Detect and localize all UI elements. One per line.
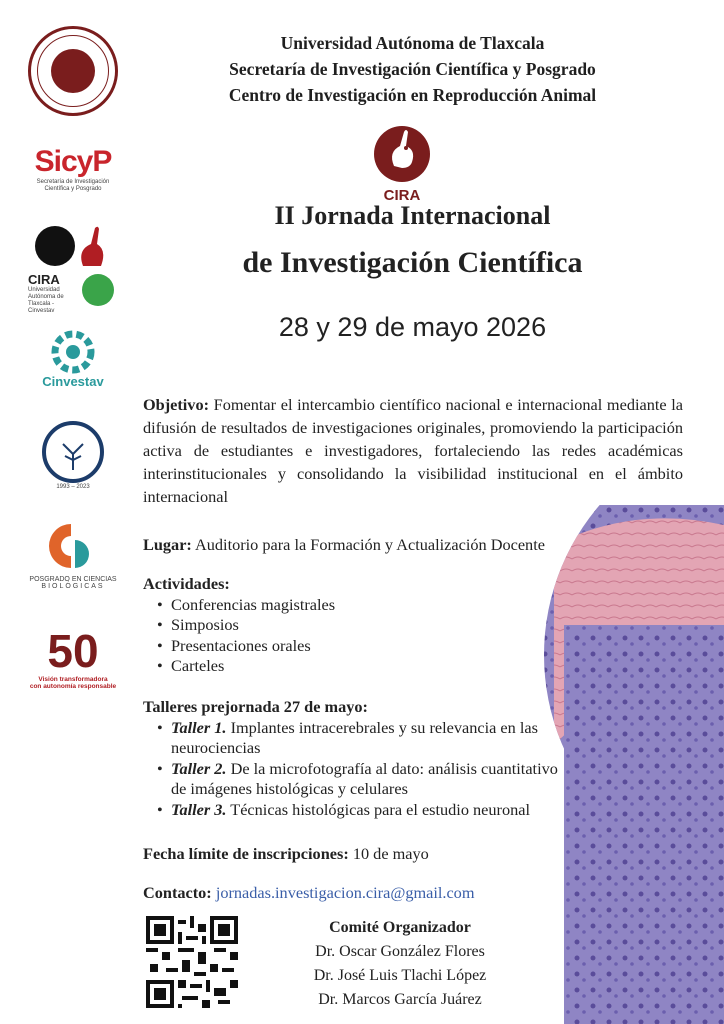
workshop-item (143, 718, 563, 759)
header-line-1: Universidad Autónoma de Tlaxcala (280, 33, 545, 53)
workshops-section (143, 697, 563, 820)
cinvestav-logo (18, 330, 128, 389)
sicyp-caption: Secretaría de Investigación Científica y Posgrado (36, 179, 110, 192)
event-title-line-1: II Jornada Internacional (274, 201, 551, 230)
workshop-name: Taller 1. (171, 717, 227, 737)
event-title-line-2: de Investigación Científica (242, 246, 583, 279)
tree-caption: 1993 – 2023 (56, 484, 90, 490)
activity-item: • Conferencias magistrales (143, 595, 543, 616)
green-animal-icon (78, 272, 118, 308)
venue (143, 533, 583, 556)
objective-label: Objetivo: (143, 395, 210, 414)
cira-side-logo (18, 222, 128, 315)
pcb-line-2: BIOLÓGICAS (41, 583, 105, 590)
event-date: 28 y 29 de mayo 2026 (278, 312, 547, 342)
tree-icon (41, 420, 105, 484)
tree-anniversary-logo (18, 420, 128, 491)
cira-center-logo (370, 120, 434, 204)
committee-title: Comité Organizador (329, 919, 471, 936)
header-line-3: Centro de Investigación en Reproducción Animal (228, 85, 597, 105)
workshop-item (143, 759, 563, 800)
committee-member: Dr. Oscar González Flores (315, 943, 485, 960)
fifty-line-1: Visión transformadora (38, 676, 108, 683)
workshop-text: De la microfotografía al dato: análisis cuantitativo de imágenes histológicas y celulares (171, 758, 558, 798)
cinvestav-label: Cinvestav (42, 374, 104, 389)
venue-text: Auditorio para la Formación y Actualización Docente (195, 535, 545, 554)
uat-seal-logo (18, 26, 128, 116)
activity-item: • Presentaciones orales (143, 636, 543, 657)
cira-center-label: CIRA (383, 187, 421, 204)
venue-label: Lugar: (143, 535, 192, 554)
institution-header (175, 30, 650, 108)
organizing-committee (300, 916, 500, 1012)
sicyp-label: SicyP (34, 145, 112, 178)
workshop-text: Técnicas histológicas para el estudio neuronal (230, 799, 531, 819)
workshops-label: Talleres prejornada 27 de mayo: (143, 697, 368, 716)
deadline-label: Fecha límite de inscripciones: (143, 844, 349, 863)
cira-side-label: CIRA (28, 272, 60, 287)
objective-paragraph (143, 393, 683, 508)
activity-item: • Simposios (143, 615, 543, 636)
sicyp-logo (18, 145, 128, 193)
fifty-anniversary-logo (18, 626, 128, 690)
contact-label: Contacto: (143, 883, 212, 902)
activities-section (143, 574, 543, 677)
qr-code[interactable] (146, 916, 238, 1008)
fifty-number: 50 (47, 625, 99, 677)
workshop-text: Implantes intracerebrales y su relevancia en las neurociencias (171, 717, 538, 757)
cira-side-caption: Universidad Autónoma de Tlaxcala - Cinvestav (28, 287, 64, 314)
contact-email-link[interactable]: jornadas.investigacion.cira@gmail.com (215, 883, 475, 902)
cira-head-rabbit-icon (33, 222, 113, 272)
workshops-list (143, 718, 563, 821)
pcb-line-1: POSGRADO EN CIENCIAS (29, 576, 117, 583)
university-seal-icon (28, 26, 118, 116)
deadline (143, 842, 563, 865)
deadline-text: 10 de mayo (352, 844, 429, 863)
workshop-item (143, 800, 563, 821)
pcb-icon (47, 520, 99, 572)
header-line-2: Secretaría de Investigación Científica y Posgrado (229, 59, 596, 79)
activities-label: Actividades: (143, 574, 230, 593)
activities-list (143, 595, 543, 677)
workshop-name: Taller 2. (171, 758, 227, 778)
activity-item: • Carteles (143, 656, 543, 677)
rabbit-icon (370, 120, 434, 184)
workshop-name: Taller 3. (171, 799, 227, 819)
committee-member: Dr. Marcos García Juárez (318, 991, 482, 1008)
objective-text: Fomentar el intercambio científico nacional e internacional mediante la difusión de resultados de investigaciones originales, promoviendo la participación activa de estudiantes e investigadores, fortaleciendo las redes académicas interinstitucionales y consolidando la visibilidad institucional en el ámbito internacional (143, 395, 683, 506)
contact (143, 881, 563, 904)
pcb-logo (18, 520, 128, 590)
fifty-line-2: con autonomía responsable (29, 683, 117, 690)
committee-member: Dr. José Luis Tlachi López (313, 967, 487, 984)
cinvestav-icon (45, 330, 101, 374)
